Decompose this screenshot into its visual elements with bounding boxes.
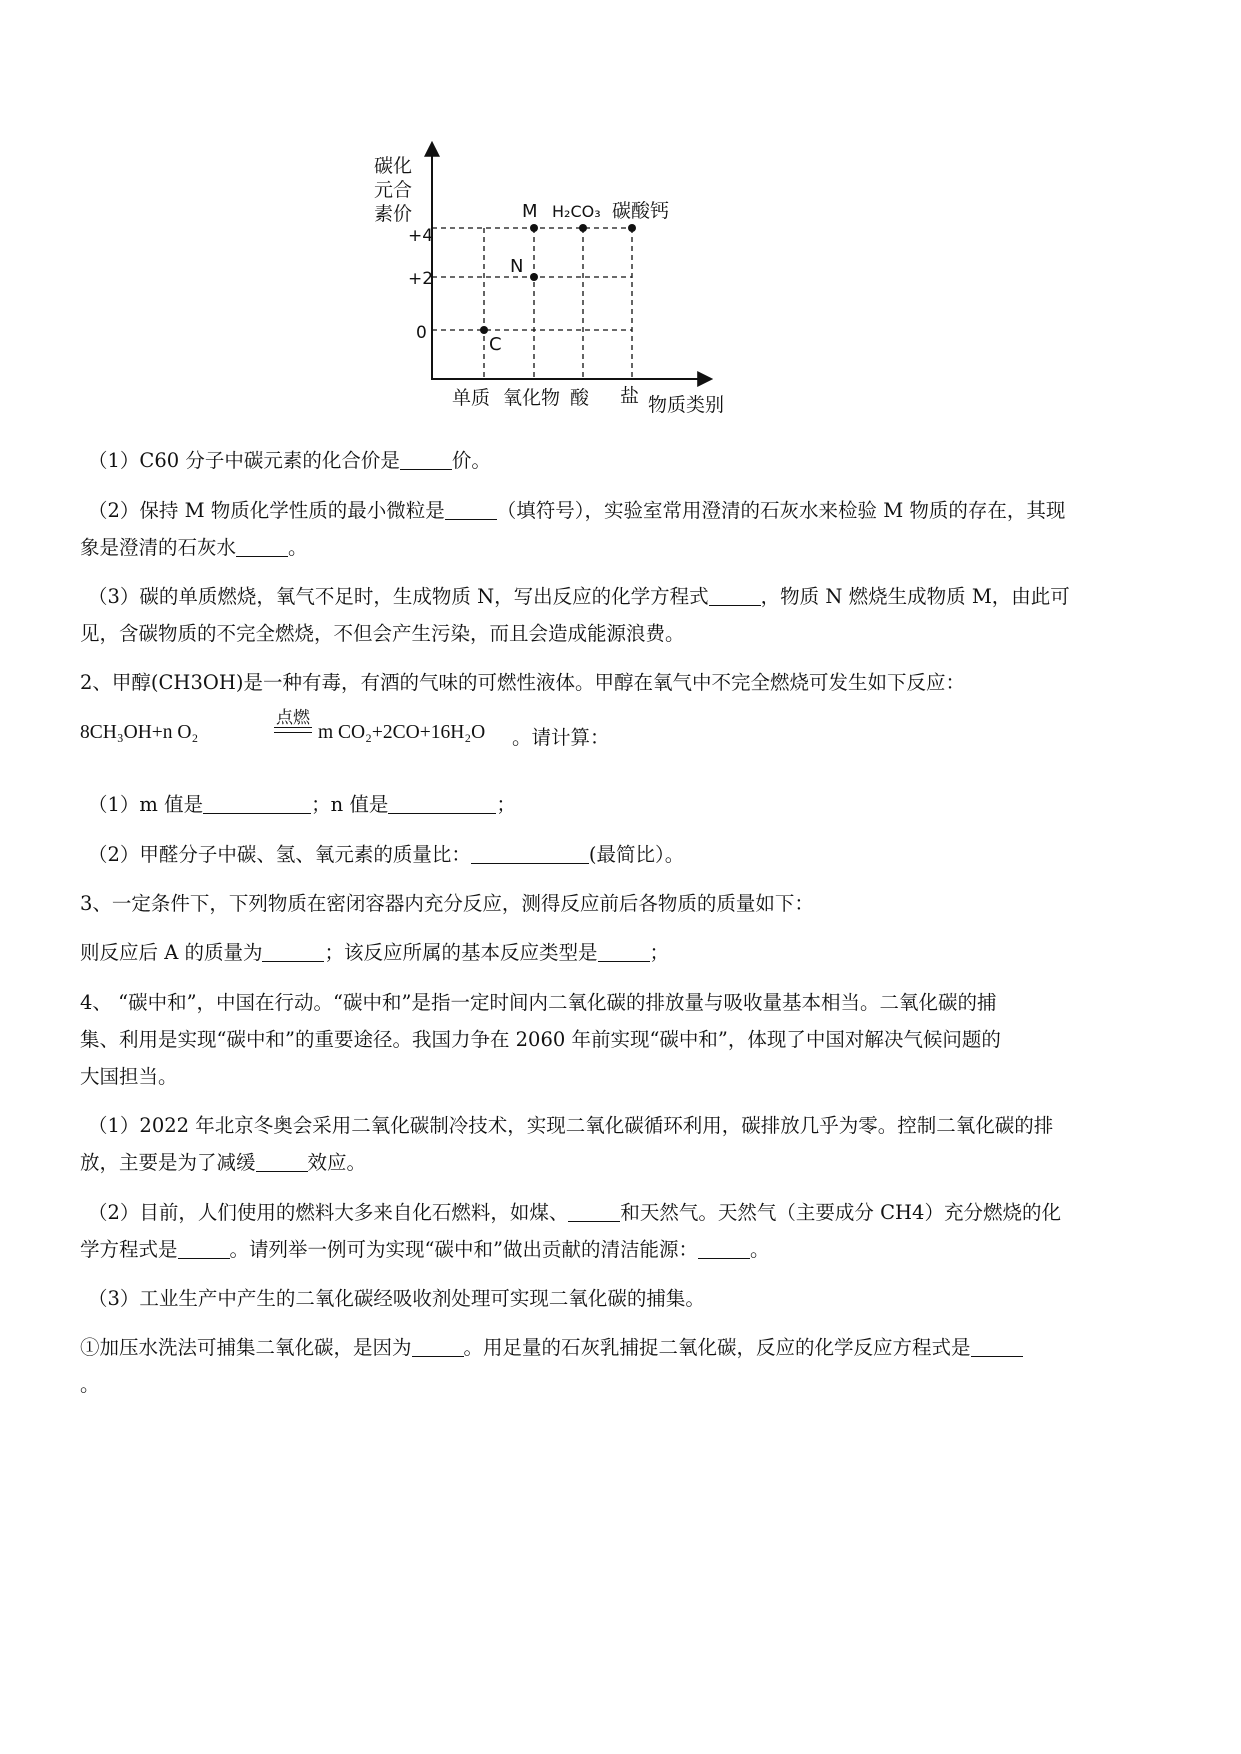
q2-part2 [88,836,1168,873]
q4-part3-1-cont [80,1366,1160,1403]
q4-part3 [88,1280,1168,1317]
q4-part2-cont [80,1231,1160,1268]
q2-part1 [88,786,1168,823]
q2-part2-text-a: （2）甲醛分子中碳、氢、氧元素的质量比： [88,843,471,866]
q1-part2-text-a: （2）保持 M 物质化学性质的最小微粒是 [88,499,445,522]
point-caco3 [628,224,636,232]
q4-intro-text-3: 大国担当。 [80,1065,178,1088]
q4-part2-text-a: （2）目前，人们使用的燃料大多来自化石燃料，如煤、 [88,1201,569,1224]
q1-part2-cont [80,529,1160,566]
answer-blank[interactable] [262,942,324,963]
answer-blank[interactable] [568,1202,620,1223]
answer-blank[interactable] [709,586,761,607]
answer-blank[interactable] [412,1337,464,1358]
q4-part2 [88,1194,1168,1231]
q1-part2-text-b: （填符号），实验室常用澄清的石灰水来检验 M 物质的存在，其现 [496,499,1066,522]
q1-part3-cont [80,615,1160,652]
q2-intro [80,664,1160,701]
equation-condition: 点燃 [276,708,310,728]
point-label-n: N [510,256,524,277]
q4-part3-text: （3）工业生产中产生的二氧化碳经吸收剂处理可实现二氧化碳的捕集。 [88,1287,705,1310]
q2-part1-text-c: ； [496,793,516,816]
q4-part3-1-text-b: 。用足量的石灰乳捕捉二氧化碳，反应的化学反应方程式是 [463,1336,971,1359]
point-c [480,326,488,334]
answer-blank[interactable] [698,1239,750,1260]
answer-blank[interactable] [236,537,288,558]
y-axis-label-2: 元合 [374,179,413,201]
q4-part3-1-text-c: 。 [80,1373,100,1396]
q1-part3-text-c: 见，含碳物质的不完全燃烧，不但会产生污染，而且会造成能源浪费。 [80,622,685,645]
q2-part1-text-a: （1）m 值是 [88,793,204,816]
point-label-caco3: 碳酸钙 [612,200,670,222]
category-label-2: 氧化物 [503,387,561,409]
q4-part1 [88,1107,1168,1144]
equation-double-line [274,727,312,733]
point-label-h2co3: H₂CO₃ [552,202,601,221]
q1-part1-text-a: （1）C60 分子中碳元素的化合价是 [88,449,400,472]
q4-part2-text-d: 。请列举一例可为实现“碳中和”做出贡献的清洁能源： [229,1238,698,1261]
q1-part2 [88,492,1168,529]
answer-blank[interactable] [388,794,496,815]
y-axis-label-3: 素价 [374,203,413,225]
q4-intro-2 [80,1021,1160,1058]
y-tick-4: +4 [408,226,434,246]
category-label-4: 盐 [620,385,640,407]
point-label-c: C [489,334,502,355]
q3-text-c: ； [649,941,670,964]
answer-blank[interactable] [471,844,589,865]
category-label-1: 单质 [452,387,491,409]
point-label-m: M [522,201,538,222]
answer-blank[interactable] [971,1337,1023,1358]
point-h2co3 [579,224,587,232]
q4-intro-text-1: 4、 “碳中和”，中国在行动。“碳中和”是指一定时间内二氧化碳的排放量与吸收量基本相当。二氧化碳的捕 [80,991,997,1014]
y-tick-0: 0 [416,323,427,343]
q1-part1-text-b: 价。 [451,449,491,472]
answer-blank[interactable] [256,1152,308,1173]
q4-part1-text-a: （1）2022 年北京冬奥会采用二氧化碳制冷技术，实现二氧化碳循环利用，碳排放几乎为零。控制二氧化碳的排 [88,1114,1054,1137]
q4-part3-1-text-a: ①加压水洗法可捕集二氧化碳，是因为 [80,1336,412,1359]
chemical-equation [80,700,680,760]
x-axis-label: 物质类别 [648,394,725,416]
q1-part3-text-b: ，物质 N 燃烧生成物质 M，由此可 [760,585,1070,608]
q4-part2-text-e: 。 [749,1238,770,1261]
y-tick-2: +2 [408,269,434,289]
q4-part1-text-b: 放，主要是为了减缓 [80,1151,256,1174]
point-m [530,224,538,232]
y-axis-label-1: 碳化 [374,155,413,177]
q2-intro-text: 2、甲醇(CH3OH)是一种有毒，有酒的气味的可燃性液体。甲醇在氧气中不完全燃烧可发生如下反应： [80,671,965,694]
equation-tail: 。请计算： [512,726,610,749]
answer-blank[interactable] [598,942,650,963]
q3-line [80,934,1160,971]
q2-part2-text-b: (最简比）。 [588,843,685,866]
q4-intro-text-2: 集、利用是实现“碳中和”的重要途径。我国力争在 2060 年前实现“碳中和”，体现了中国对解决气候问题的 [80,1028,1001,1051]
q1-part2-text-d: 。 [288,536,308,559]
q1-part3 [88,578,1168,615]
q2-part1-text-b: ；n 值是 [311,793,389,816]
q1-part3-text-a: （3）碳的单质燃烧，氧气不足时，生成物质 N，写出反应的化学方程式 [88,585,709,608]
q3-text-a: 则反应后 A 的质量为 [80,941,263,964]
equation-right: m CO₂+2CO+16H₂O [318,722,486,743]
answer-blank[interactable] [203,794,311,815]
q1-part2-text-c: 象是澄清的石灰水 [80,536,237,559]
equation-left: 8CH₃OH+n O₂ [80,722,199,743]
q4-part1-text-c: 效应。 [307,1151,367,1174]
valence-category-diagram [370,138,750,428]
answer-blank[interactable] [400,450,452,471]
q4-intro-3 [80,1058,1160,1095]
q4-part2-text-b: 和天然气。天然气（主要成分 CH4）充分燃烧的化 [620,1201,1061,1224]
point-n [530,273,538,281]
q4-intro-1 [80,984,1160,1021]
q4-part1-cont [80,1144,1160,1181]
q3-intro-text: 3、一定条件下，下列物质在密闭容器内充分反应，测得反应前后各物质的质量如下： [80,892,814,915]
q3-text-b: ；该反应所属的基本反应类型是 [324,941,598,964]
answer-blank[interactable] [178,1239,230,1260]
q4-part3-1 [80,1329,1160,1366]
answer-blank[interactable] [445,500,497,521]
category-label-3: 酸 [570,387,590,409]
q1-part1 [88,442,1168,479]
q3-intro [80,885,1160,922]
q4-part2-text-c: 学方程式是 [80,1238,178,1261]
